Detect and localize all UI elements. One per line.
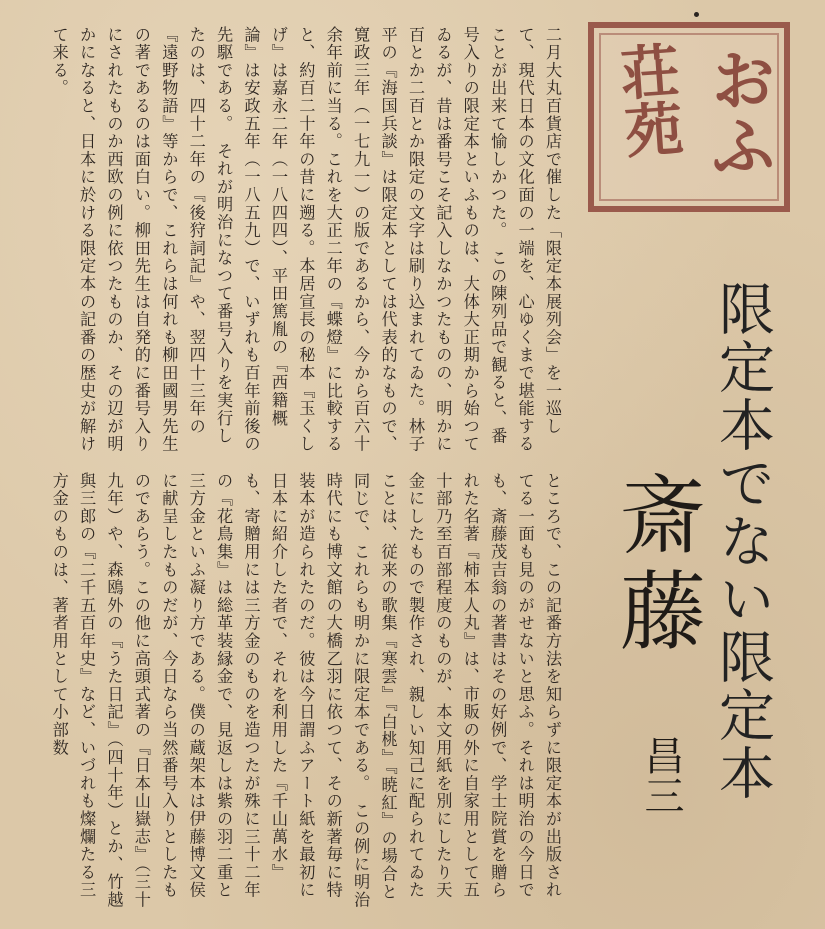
article-body-upper: 二月大丸百貨店で催した「限定本展列会」を一巡して、現代日本の文化面の一端を、心ゆくまで堪能することが出来て愉しかつた。 この陳列品で観ると、番号入りの限定本といふものは、大体大正期から始つてゐるが、昔は番号こそ記入しなかつたものの、明かに百とか二百とか限定の文字は刷り込まれてゐた。林子平の『海国兵談』は限定本としては代表的なもので、寛政三年（一七九一）の版であるから、今から百六十余年前に当る。これを大正二年の『蝶燈』に比較すると、約百二十年の昔に遡る。本居宣長の秘本『玉くしげ』は嘉永二年（一八四四）、平田篤胤の『西籍概論』は安政五年（一八五九）で、いずれも百年前後の先駆である。 それが明治になつて番号入りを実行したのは、四十二年の『後狩詞記』や、翌四十三年の『遠野物語』等からで、これらは何れも柳田國男先生の著であるのは面白い。柳田先生は自発的に番号入りにされたものか西欧の例に依つたものか、その辺が明かになると、日本に於ける限定本の記番の歴史が解けて来る。 (49, 26, 562, 454)
stamp-glyph-left: 荘苑 (609, 39, 685, 161)
ink-dot (694, 12, 699, 17)
author-given-name: 昌三 (638, 735, 684, 815)
author-surname: 斎藤 (605, 470, 705, 662)
seal-stamp (588, 22, 790, 212)
article-title: 限定本でない限定本 (710, 280, 775, 802)
article-body-lower: ところで、この記番方法を知らずに限定本が出版されてる一面も見のがせないと思ふ。それは明治の今日でも、斎藤茂吉翁の著書はその好例で、学士院賞を贈られた名著『柿本人丸』は、市販の外に自家用として五十部乃至百部程度のものが、本文用紙を別にしたり天金にしたもので製作され、親しい知己に配られてゐたことは、従来の歌集『寒雲』『白桃』『暁紅』の場合と同じで、これらも明かに限定本である。 この例に明治時代にも博文館の大橋乙羽に依つて、その新著毎に特装本が造られたのだ。彼は今日謂ふアート紙を最初に日本に紹介した者で、それを利用した『千山萬水』も、寄贈用には三方金のものを造つたが殊に三十二年の『花鳥集』は総革装縁金で、見返しは紫の羽二重と三方金といふ凝り方である。僕の蔵架本は伊藤博文侯に献呈したものだが、今日なら当然番号入りとしたものであらう。この他に高頭式著の『日本山嶽志』（三十九年）や、森鴎外の『うた日記』（四十年）とか、竹越與三郎の『二千五百年史』など、いづれも燦爛たる三方金のものは、著者用として小部数 (49, 472, 562, 909)
stamp-glyph-right: おふ (699, 46, 777, 178)
